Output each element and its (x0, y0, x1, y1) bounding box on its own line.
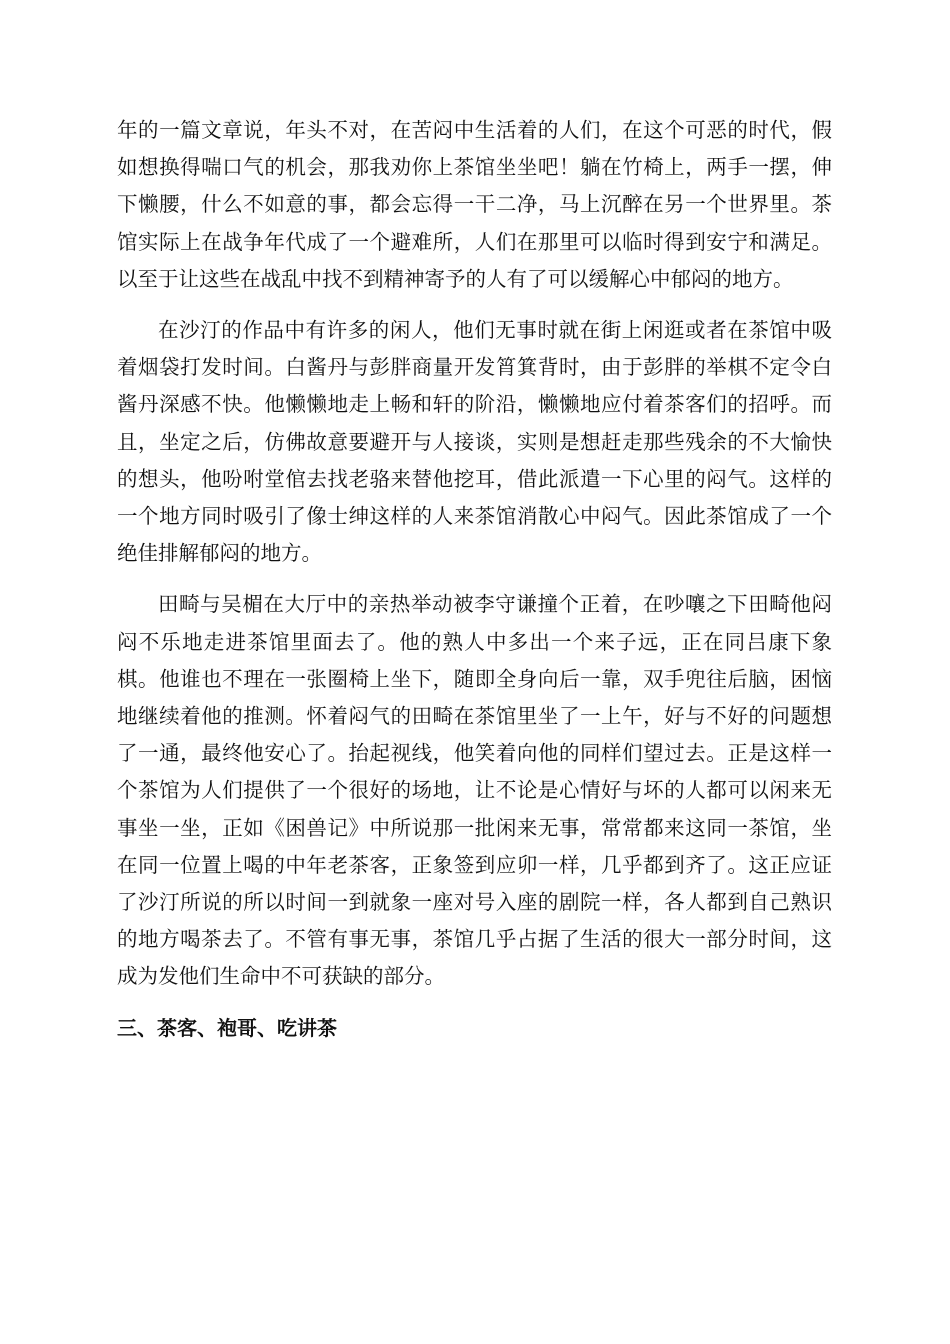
section-heading: 三、茶客、袍哥、吃讲茶 (117, 1015, 337, 1040)
paragraph-1: 年的一篇文章说，年头不对，在苦闷中生活着的人们，在这个可恶的时代，假如想换得喘口气的机会，那我劝你上茶馆坐坐吧！躺在竹椅上，两手一摆，伸下懒腰，什么不如意的事，都会忘得一干二净，马上沉醉在另一个世界里。茶馆实际上在战争年代成了一个避难所，人们在那里可以临时得到安宁和满足。以至于让这些在战乱中找不到精神寄予的人有了可以缓解心中郁闷的地方。 (117, 118, 832, 291)
paragraph-3: 田畸与吴楣在大厅中的亲热举动被李守谦撞个正着，在吵嚷之下田畸他闷闷不乐地走进茶馆里面去了。他的熟人中多出一个来子远，正在同吕康下象棋。他谁也不理在一张圈椅上坐下，随即全身向后一靠，双手兜往后脑，困恼地继续着他的推测。怀着闷气的田畸在茶馆里坐了一上午，好与不好的问题想了一通，最终他安心了。抬起视线，他笑着向他的同样们望过去。正是这样一个茶馆为人们提供了一个很好的场地，让不论是心情好与坏的人都可以闲来无事坐一坐，正如《困兽记》中所说那一批闲来无事，常常都来这同一茶馆，坐在同一位置上喝的中年老茶客，正象签到应卯一样，几乎都到齐了。这正应证了沙汀所说的所以时间一到就象一座对号入座的剧院一样，各人都到自己熟识的地方喝茶去了。不管有事无事，茶馆几乎占据了生活的很大一部分时间，这成为发他们生命中不可获缺的部分。 (117, 592, 832, 989)
document-body (117, 112, 832, 1047)
paragraph-2: 在沙汀的作品中有许多的闲人，他们无事时就在街上闲逛或者在茶馆中吸着烟袋打发时间。白酱丹与彭胖商量开发筲箕背时，由于彭胖的举棋不定令白酱丹深感不快。他懒懒地走上畅和轩的阶沿，懒懒地应付着茶客们的招呼。而且，坐定之后，仿佛故意要避开与人接谈，实则是想赶走那些残余的不大愉快的想头，他吩咐堂倌去找老骆来替他挖耳，借此派遣一下心里的闷气。这样的一个地方同时吸引了像士绅这样的人来茶馆消散心中闷气。因此茶馆成了一个绝佳排解郁闷的地方。 (117, 318, 832, 566)
